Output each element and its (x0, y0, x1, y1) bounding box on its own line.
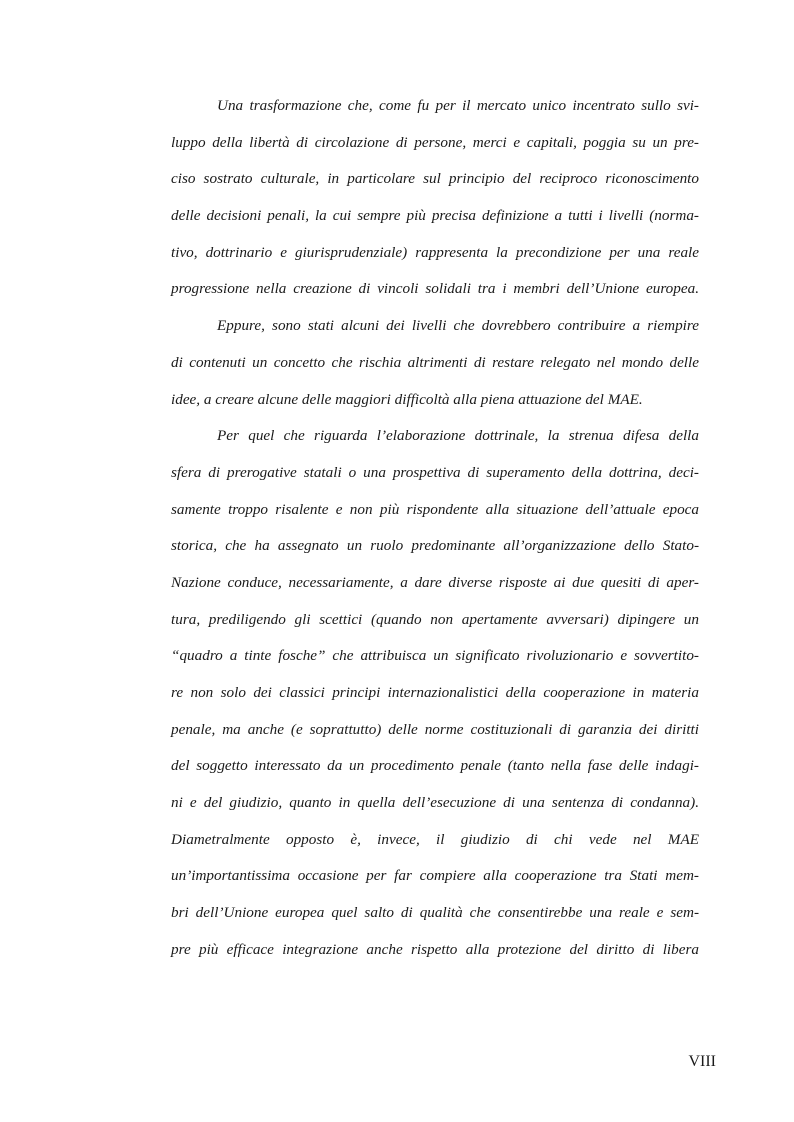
text-line: bri dell’Unione europea quel salto di qualità che consentirebbe una reale e sem- (171, 904, 699, 922)
text-line: di contenuti un concetto che rischia altrimenti di restare relegato nel mondo delle (171, 353, 699, 371)
text-line: penale, ma anche (e soprattutto) delle norme costituzionali di garanzia dei diritti (171, 720, 699, 738)
text-line: progressione nella creazione di vincoli solidali tra i membri dell’Unione europea. (171, 280, 699, 298)
text-line: ciso sostrato culturale, in particolare sul principio del reciproco riconoscimento (171, 170, 699, 188)
text-line: “quadro a tinte fosche” che attribuisca un significato rivoluzionario e sovvertito- (171, 647, 699, 665)
text-line: tura, prediligendo gli scettici (quando non apertamente avversari) dipingere un (171, 610, 699, 628)
text-line: luppo della libertà di circolazione di persone, merci e capitali, poggia su un pre- (171, 133, 699, 151)
text-line: ni e del giudizio, quanto in quella dell’esecuzione di una sentenza di condanna). (171, 794, 699, 812)
text-line: Una trasformazione che, come fu per il mercato unico incentrato sullo svi- (217, 97, 699, 114)
text-line: del soggetto interessato da un procedimento penale (tanto nella fase delle indagi- (171, 757, 699, 775)
text-line: tivo, dottrinario e giurisprudenziale) rappresenta la precondizione per una reale (171, 243, 699, 261)
text-line: Nazione conduce, necessariamente, a dare diverse risposte ai due quesiti di aper- (171, 573, 699, 591)
text-line: re non solo dei classici principi internazionalistici della cooperazione in materia (171, 684, 699, 701)
text-line: un’importantissima occasione per far compiere alla cooperazione tra Stati mem- (171, 867, 699, 885)
page-number: VIII (688, 1053, 716, 1070)
text-line: Diametralmente opposto è, invece, il giudizio di chi vede nel MAE (171, 830, 699, 848)
text-line: idee, a creare alcune delle maggiori difficoltà alla piena attuazione del MAE. (171, 390, 643, 408)
text-line: pre più efficace integrazione anche rispetto alla protezione del diritto di libera (171, 940, 699, 958)
text-line: samente troppo risalente e non più rispondente alla situazione dell’attuale epoca (171, 500, 699, 518)
text-line: delle decisioni penali, la cui sempre più precisa definizione a tutti i livelli (norma- (171, 207, 699, 225)
text-line: Per quel che riguarda l’elaborazione dottrinale, la strenua difesa della (217, 427, 699, 445)
text-line: storica, che ha assegnato un ruolo predominante all’organizzazione dello Stato- (171, 537, 699, 555)
body-text (171, 91, 699, 972)
text-line: Eppure, sono stati alcuni dei livelli che dovrebbero contribuire a riempire (217, 317, 699, 335)
text-line: sfera di prerogative statali o una prospettiva di superamento della dottrina, deci- (171, 463, 699, 481)
